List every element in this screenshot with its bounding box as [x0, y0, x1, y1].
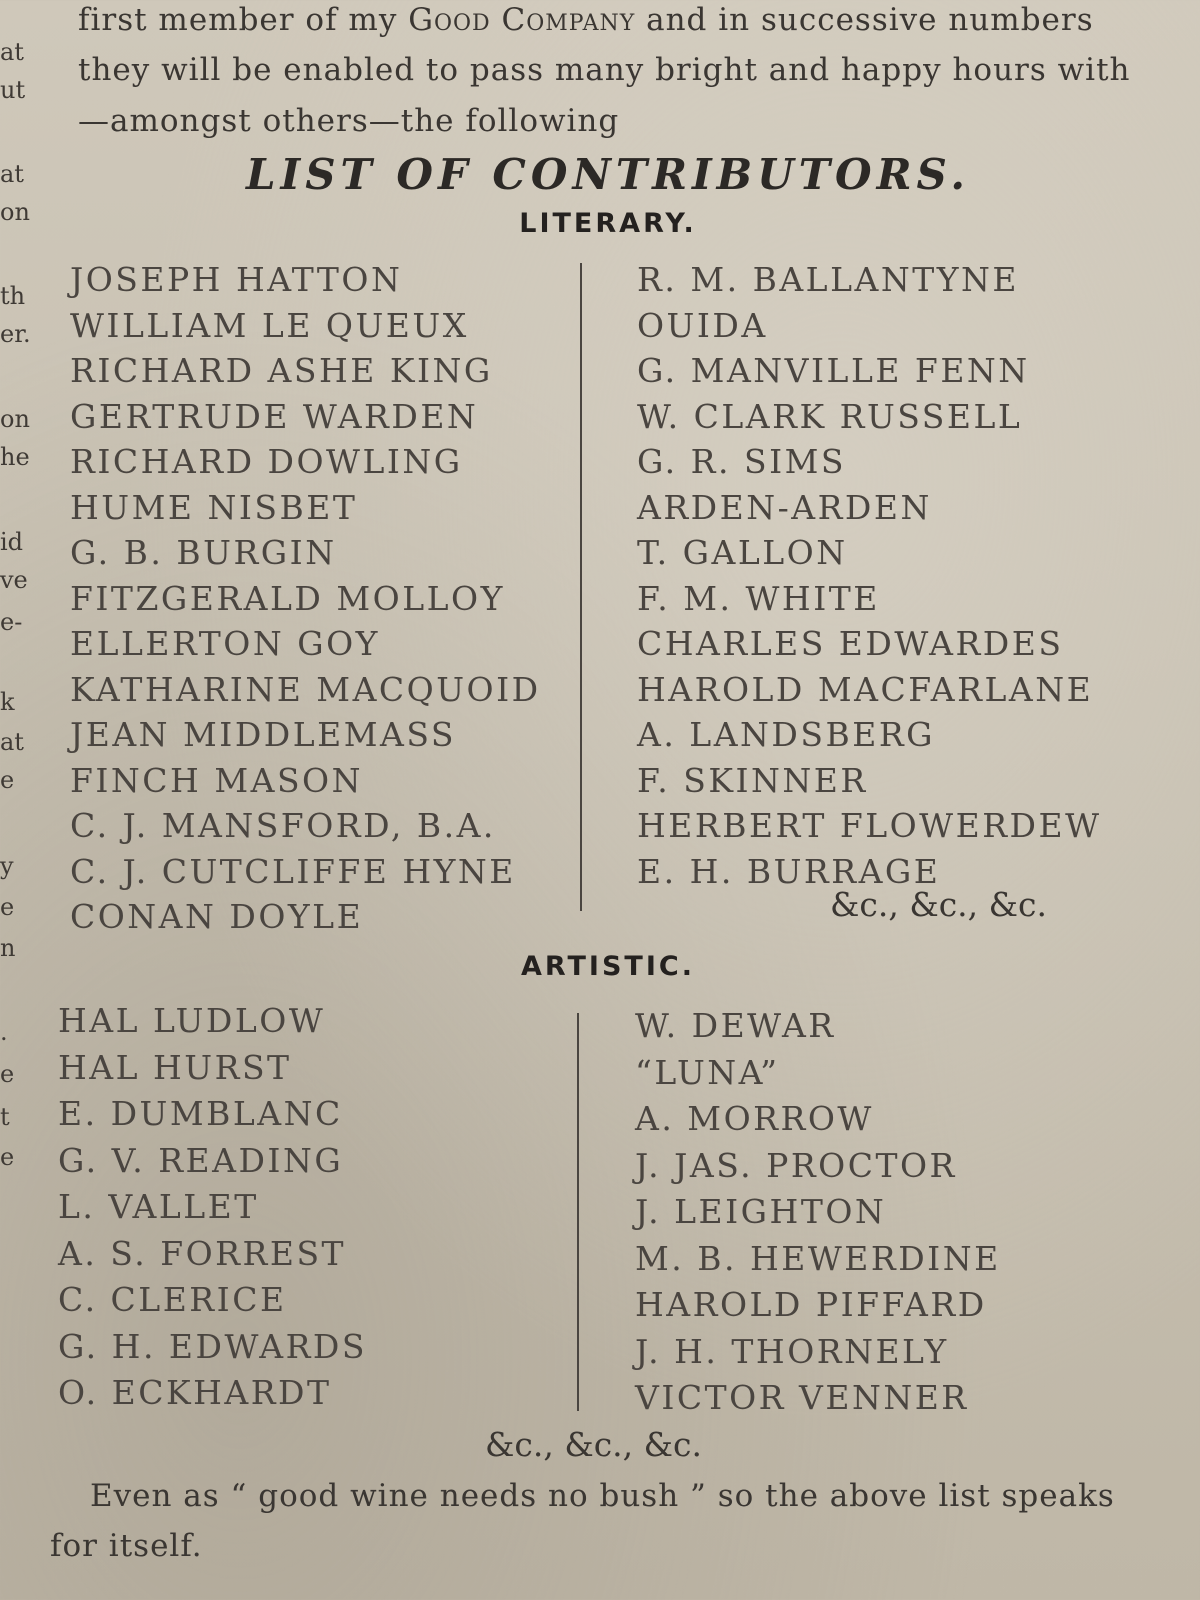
- publication-name: Good Company: [408, 2, 636, 38]
- artist-name: HAL HURST: [58, 1047, 292, 1087]
- artist-name: HAROLD PIFFARD: [635, 1285, 987, 1324]
- artistic-column-divider: [577, 1013, 579, 1411]
- contributor-name: FITZGERALD MOLLOY: [70, 578, 505, 618]
- literary-column-divider: [580, 263, 582, 911]
- artist-name: “LUNA”: [635, 1052, 780, 1092]
- contributor-name: T. GALLON: [637, 533, 848, 572]
- contributor-name: FINCH MASON: [70, 760, 363, 800]
- list-title: LIST OF CONTRIBUTORS.: [246, 150, 970, 199]
- contributor-name: KATHARINE MACQUOID: [70, 669, 541, 709]
- artist-name: C. CLERICE: [58, 1280, 287, 1319]
- margin-fragment: e: [0, 893, 15, 921]
- artist-name: L. VALLET: [58, 1187, 259, 1226]
- contributor-name: A. LANDSBERG: [637, 715, 936, 754]
- literary-heading: LITERARY.: [519, 208, 697, 239]
- margin-fragment: ve: [0, 566, 28, 594]
- contributor-name: WILLIAM LE QUEUX: [70, 305, 469, 345]
- margin-fragment: th: [0, 282, 26, 310]
- contributor-name: RICHARD ASHE KING: [70, 351, 493, 390]
- contributor-name: HUME NISBET: [70, 487, 358, 527]
- contributor-name: JOSEPH HATTON: [70, 260, 403, 299]
- contributor-name: HERBERT FLOWERDEW: [637, 806, 1102, 845]
- contributor-name: E. H. BURRAGE: [637, 851, 941, 891]
- intro-line-1-end: and in successive numbers: [635, 2, 1094, 38]
- artist-name: J. JAS. PROCTOR: [635, 1145, 957, 1185]
- intro-line-2: they will be enabled to pass many bright and happy hours with: [78, 52, 1131, 88]
- contributor-name: G. R. SIMS: [637, 442, 847, 481]
- margin-fragment: at: [0, 160, 24, 188]
- contributor-name: C. J. MANSFORD, B.A.: [70, 806, 496, 845]
- artist-name: A. S. FORREST: [58, 1233, 347, 1273]
- contributor-name: ELLERTON GOY: [70, 624, 380, 663]
- contributor-name: F. SKINNER: [637, 760, 868, 800]
- contributor-name: OUIDA: [637, 305, 768, 345]
- margin-fragment: at: [0, 728, 24, 756]
- artist-name: HAL LUDLOW: [58, 1001, 326, 1040]
- artist-name: G. H. EDWARDS: [58, 1326, 367, 1366]
- contributor-name: F. M. WHITE: [637, 578, 880, 618]
- margin-fragment: k: [0, 688, 15, 716]
- contributor-name: R. M. BALLANTYNE: [637, 260, 1019, 299]
- margin-fragment: er.: [0, 320, 31, 348]
- margin-fragment: id: [0, 528, 24, 556]
- intro-line-1-start: first member of my: [78, 2, 409, 38]
- margin-fragment: .: [0, 1018, 8, 1046]
- artistic-right-column: [635, 1003, 1001, 1422]
- artist-name: G. V. READING: [58, 1140, 344, 1180]
- margin-fragment: ut: [0, 76, 26, 104]
- margin-fragment: e-: [0, 608, 23, 636]
- margin-fragment: on: [0, 198, 30, 226]
- contributor-name: C. J. CUTCLIFFE HYNE: [70, 851, 516, 891]
- margin-fragment: e: [0, 766, 15, 794]
- contributor-name: JEAN MIDDLEMASS: [70, 715, 457, 754]
- closing-line-1: Even as “ good wine needs no bush ” so the above list speaks: [90, 1478, 1115, 1514]
- artist-name: J. LEIGHTON: [635, 1192, 887, 1231]
- contributor-name: HAROLD MACFARLANE: [637, 669, 1094, 709]
- contributor-name: G. MANVILLE FENN: [637, 351, 1030, 390]
- margin-fragment: e: [0, 1143, 15, 1171]
- artistic-etc: &c., &c., &c.: [485, 1425, 702, 1464]
- literary-left-column: [70, 257, 541, 940]
- contributor-name: CHARLES EDWARDES: [637, 624, 1064, 663]
- artist-name: W. DEWAR: [635, 1006, 836, 1045]
- contributor-name: W. CLARK RUSSELL: [637, 396, 1023, 436]
- literary-right-column: [637, 257, 1102, 894]
- margin-fragment: t: [0, 1103, 10, 1131]
- artist-name: VICTOR VENNER: [635, 1378, 969, 1417]
- intro-line-1: [78, 2, 1158, 38]
- artist-name: M. B. HEWERDINE: [635, 1238, 1001, 1278]
- artist-name: O. ECKHARDT: [58, 1373, 332, 1412]
- contributor-name: CONAN DOYLE: [70, 897, 364, 936]
- margin-fragment: he: [0, 443, 30, 471]
- contributor-name: RICHARD DOWLING: [70, 442, 463, 481]
- contributor-name: ARDEN-ARDEN: [637, 487, 932, 527]
- artistic-heading: ARTISTIC.: [521, 951, 695, 982]
- intro-line-3: —amongst others—the following: [78, 103, 620, 139]
- artist-name: A. MORROW: [635, 1099, 874, 1138]
- margin-fragment: on: [0, 405, 30, 433]
- artist-name: J. H. THORNELY: [635, 1331, 949, 1371]
- literary-etc: &c., &c., &c.: [830, 885, 1047, 924]
- closing-line-2: for itself.: [50, 1528, 203, 1564]
- margin-fragment: at: [0, 38, 24, 66]
- margin-fragment: e: [0, 1060, 15, 1088]
- artist-name: E. DUMBLANC: [58, 1094, 343, 1133]
- margin-fragment: n: [0, 934, 16, 962]
- contributor-name: G. B. BURGIN: [70, 533, 337, 572]
- artistic-left-column: [58, 998, 367, 1417]
- contributor-name: GERTRUDE WARDEN: [70, 396, 479, 436]
- margin-fragment: y: [0, 852, 14, 880]
